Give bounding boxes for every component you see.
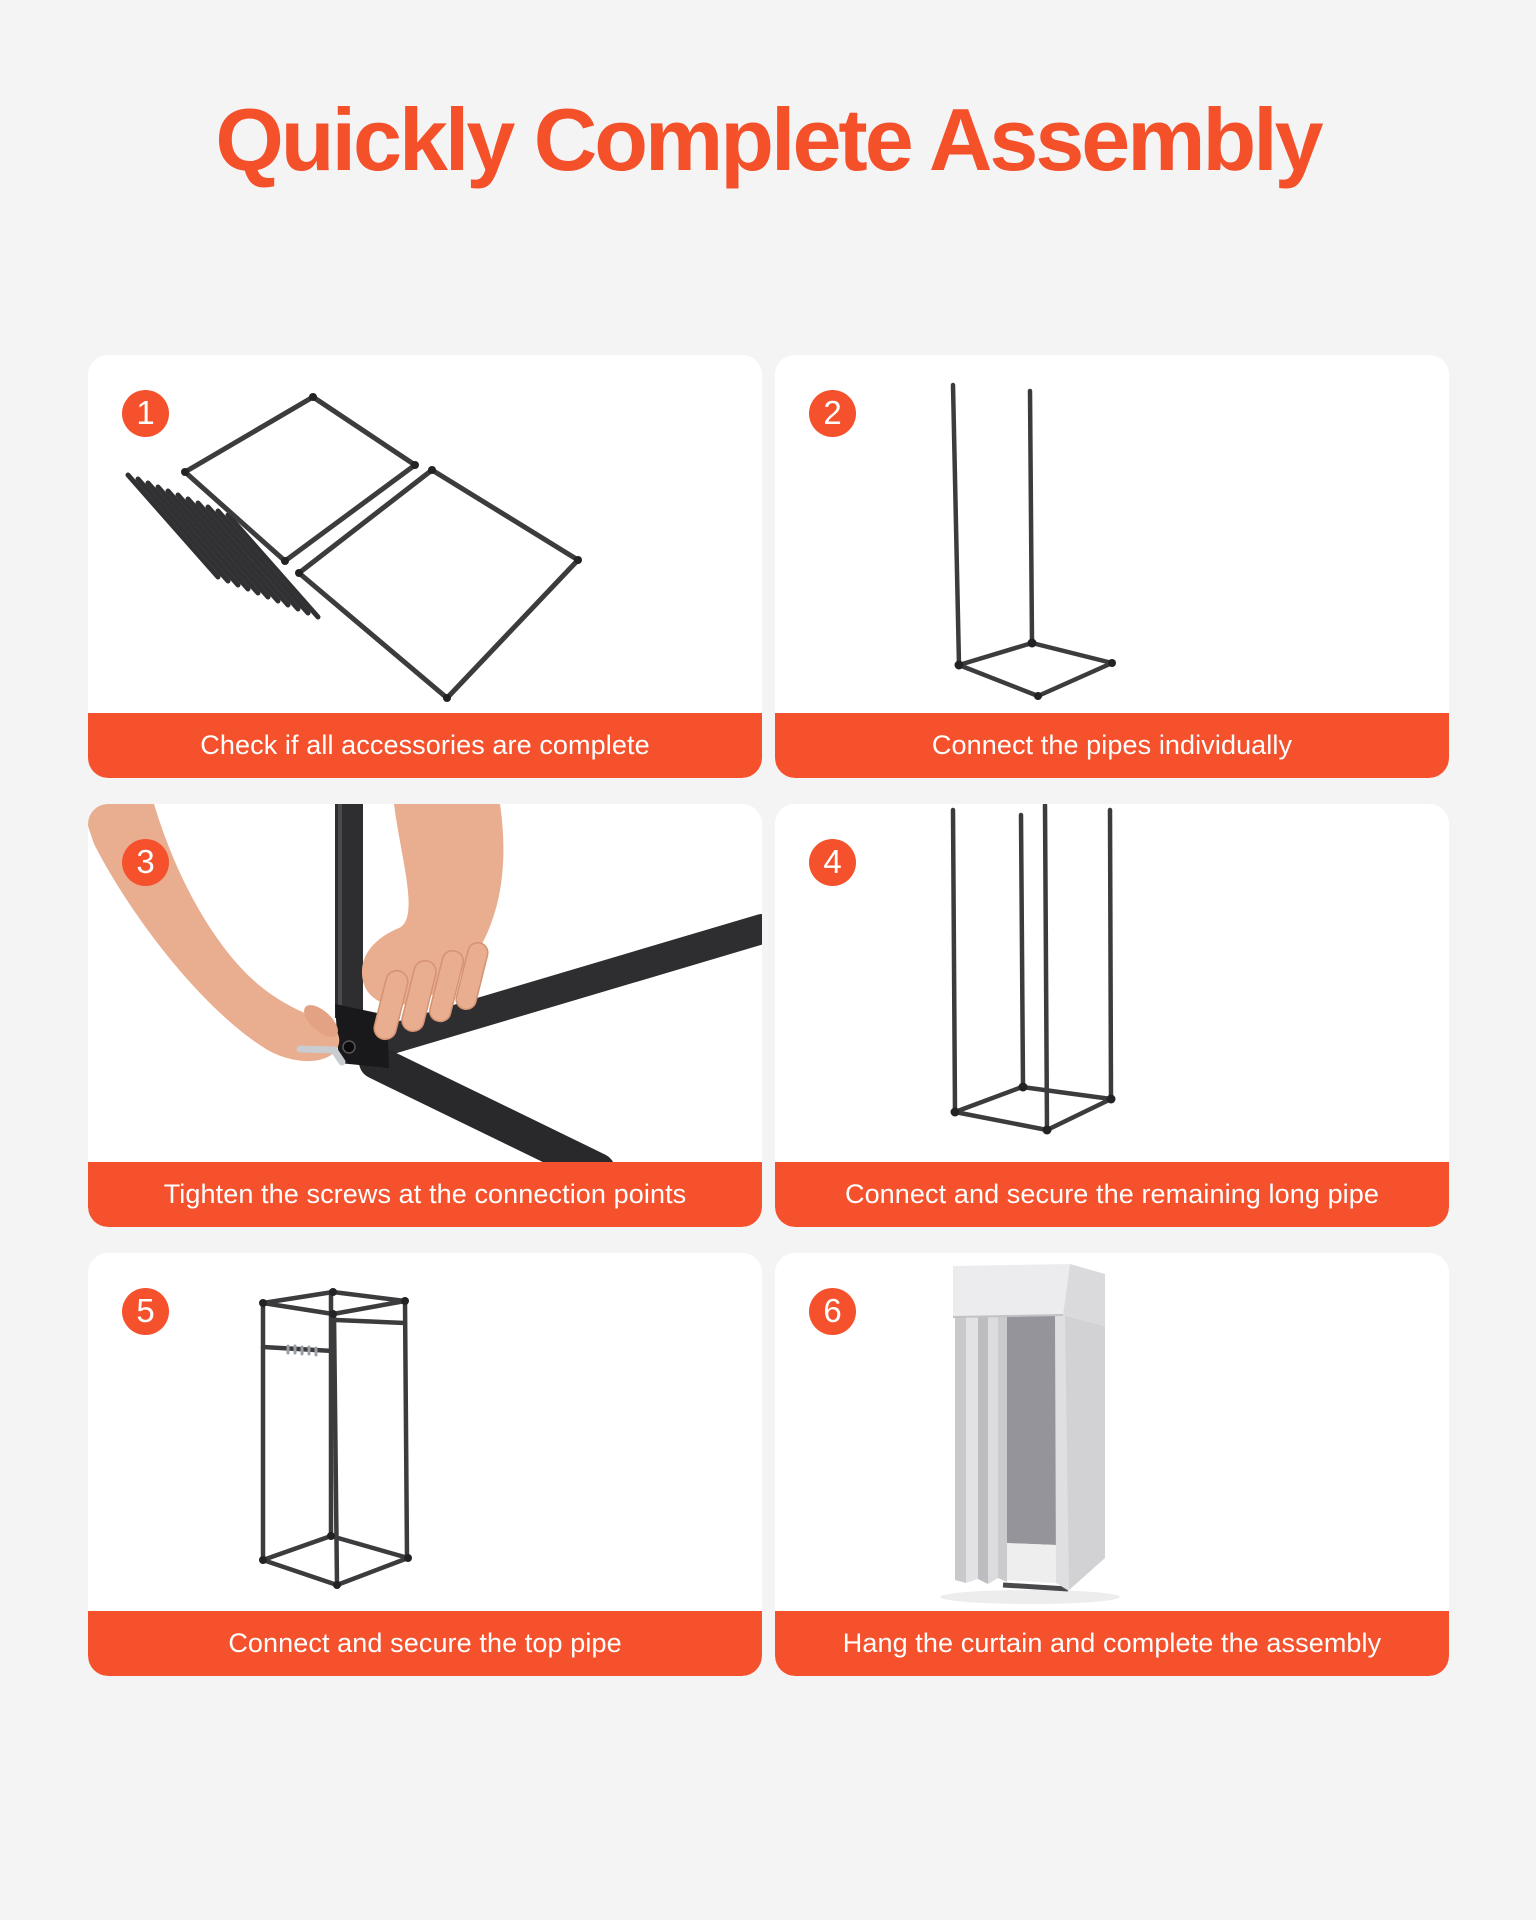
- finished-wardrobe-illustration: [775, 1253, 1449, 1611]
- base-pipe: [1003, 1585, 1068, 1589]
- step-number: 1: [136, 394, 155, 432]
- valance-front: [953, 1264, 1070, 1317]
- pipe-bundle: [128, 475, 318, 617]
- base-frame: [959, 643, 1112, 696]
- step-number: 6: [823, 1292, 842, 1330]
- step-number: 4: [823, 843, 842, 881]
- connector-screw: [343, 1041, 355, 1053]
- step-5-number-badge: [122, 1288, 169, 1335]
- side-panel: [1063, 1315, 1105, 1591]
- step-card-4: [775, 804, 1449, 1227]
- step-2-caption: Connect the pipes individually: [775, 713, 1449, 778]
- complete-frame-illustration: [88, 1253, 762, 1611]
- step-1-illustration-area: [88, 355, 762, 713]
- step-2-number-badge: [809, 390, 856, 437]
- step-card-2: [775, 355, 1449, 778]
- step-card-3: [88, 804, 762, 1227]
- curtain: [955, 1314, 1007, 1584]
- step-card-6: [775, 1253, 1449, 1676]
- base-frame: [955, 1087, 1111, 1130]
- step-card-5: [88, 1253, 762, 1676]
- step-5-illustration-area: [88, 1253, 762, 1611]
- frame-lower: [299, 470, 578, 698]
- step-4-number-badge: [809, 839, 856, 886]
- left-arm: [88, 804, 339, 1061]
- interior-floor: [1005, 1543, 1056, 1583]
- ground-shadow: [940, 1590, 1120, 1604]
- hands-tightening-screws-photo: [88, 804, 762, 1162]
- step-4-caption: Connect and secure the remaining long pipe: [775, 1162, 1449, 1227]
- joint-connectors: [955, 638, 1117, 700]
- step-6-illustration-area: [775, 1253, 1449, 1611]
- vertical-poles: [953, 385, 1032, 665]
- left-hand: [88, 804, 343, 1061]
- base-with-two-poles-illustration: [775, 355, 1449, 713]
- base-with-four-poles-illustration: [775, 804, 1449, 1162]
- step-4-illustration-area: [775, 804, 1449, 1162]
- vertical-poles: [263, 1292, 407, 1585]
- step-number: 3: [136, 843, 155, 881]
- step-3-illustration-area: [88, 804, 762, 1162]
- step-6-caption: Hang the curtain and complete the assembly: [775, 1611, 1449, 1676]
- step-number: 2: [823, 394, 842, 432]
- step-card-1: [88, 355, 762, 778]
- vertical-poles: [953, 805, 1111, 1130]
- step-number: 5: [136, 1292, 155, 1330]
- step-1-caption: Check if all accessories are complete: [88, 713, 762, 778]
- step-3-number-badge: [122, 839, 169, 886]
- step-3-caption: Tighten the screws at the connection points: [88, 1162, 762, 1227]
- step-2-illustration-area: [775, 355, 1449, 713]
- frame-lower-corner-connectors: [295, 466, 582, 702]
- step-5-caption: Connect and secure the top pipe: [88, 1611, 762, 1676]
- steps-grid: [88, 355, 1448, 1676]
- page-title: Quickly Complete Assembly: [215, 90, 1321, 189]
- step-6-number-badge: [809, 1288, 856, 1335]
- interior-back: [1005, 1316, 1056, 1545]
- diagonal-pipe: [376, 1062, 598, 1162]
- step-1-number-badge: [122, 390, 169, 437]
- disassembled-frames-and-pipes-illustration: [88, 355, 762, 713]
